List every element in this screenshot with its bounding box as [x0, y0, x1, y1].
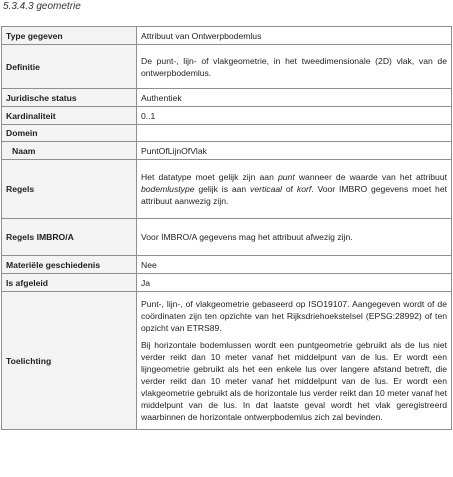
attribute-spec-table — [1, 26, 452, 430]
explanation-paragraph-1: Punt-, lijn-, of vlakgeometrie gebaseerd op ISO19107. Aangegeven wordt of de coördinaten zijn ten opzichte van het Rijksdriehoekstelsel (EPSG:28992) of ten opzicht van ETRS89. — [141, 299, 447, 333]
table-row-type — [2, 27, 452, 45]
row-value — [137, 160, 452, 219]
row-label: Materiële geschiedenis — [2, 256, 137, 274]
row-label: Kardinaliteit — [2, 107, 137, 125]
table-row-is-afgeleid — [2, 274, 452, 292]
row-value: Attribuut van Ontwerpbodemlus — [137, 27, 452, 45]
row-value: Nee — [137, 256, 452, 274]
row-label: Is afgeleid — [2, 274, 137, 292]
row-label: Regels — [2, 160, 137, 219]
row-value: Authentiek — [137, 89, 452, 107]
row-value — [137, 45, 452, 89]
table-row-kardinaliteit — [2, 107, 452, 125]
row-label: Toelichting — [2, 292, 137, 430]
row-label: Definitie — [2, 45, 137, 89]
row-value — [137, 292, 452, 430]
row-value: Voor IMBRO/A gegevens mag het attribuut afwezig zijn. — [137, 219, 452, 256]
row-label: Naam — [2, 142, 137, 160]
emphasis-korf: korf — [296, 184, 312, 194]
table-row-regels-imbro-a — [2, 219, 452, 256]
row-label: Regels IMBRO/A — [2, 219, 137, 256]
emphasis-punt: punt — [277, 172, 295, 182]
table-row-domein — [2, 125, 452, 142]
row-value: Ja — [137, 274, 452, 292]
row-value: 0..1 — [137, 107, 452, 125]
definition-text: De punt-, lijn- of vlakgeometrie, in het tweedimensionale (2D) vlak, van de ontwerpbodemlus. — [141, 55, 447, 78]
row-value — [137, 125, 452, 142]
table-row-naam — [2, 142, 452, 160]
table-row-materiele-geschiedenis — [2, 256, 452, 274]
table-row-juridische-status — [2, 89, 452, 107]
row-label: Juridische status — [2, 89, 137, 107]
row-value: PuntOfLijnOfVlak — [137, 142, 452, 160]
emphasis-bodemlustype: bodemlustype — [141, 184, 195, 194]
section-heading: 5.3.4.3 geometrie — [3, 1, 81, 12]
table-row-definitie — [2, 45, 452, 89]
table-row-toelichting — [2, 292, 452, 430]
emphasis-verticaal: verticaal — [250, 184, 283, 194]
table-row-regels — [2, 160, 452, 219]
explanation-paragraph-2: Bij horizontale bodemlussen wordt een puntgeometrie gebruikt als de lus niet verder reikt dan 10 meter vanaf het middelpunt van de lus. Er wordt een lijngeometrie gebruikt als het een enkele lus over langere afstand betreft, die verder reikt dan 10 meter vanaf het middelpunt van de lus. Er wordt een vlakgeometrie gebruikt als de horizontale lus verder reikt dan 10 meter vanaf het middelpunt van de lus. In dat laatste geval wordt het vlak geregistreerd waarbinnen de horizontale ontwerpbodemlus zich zal bevinden. — [141, 340, 447, 422]
row-label: Domein — [2, 125, 137, 142]
row-label: Type gegeven — [2, 27, 137, 45]
rules-text: Het datatype moet gelijk zijn aan punt wanneer de waarde van het attribuut bodemlustype gelijk is aan verticaal of korf. Voor IMBRO gegevens moet het attribuut aanwezig zijn. — [141, 172, 447, 206]
